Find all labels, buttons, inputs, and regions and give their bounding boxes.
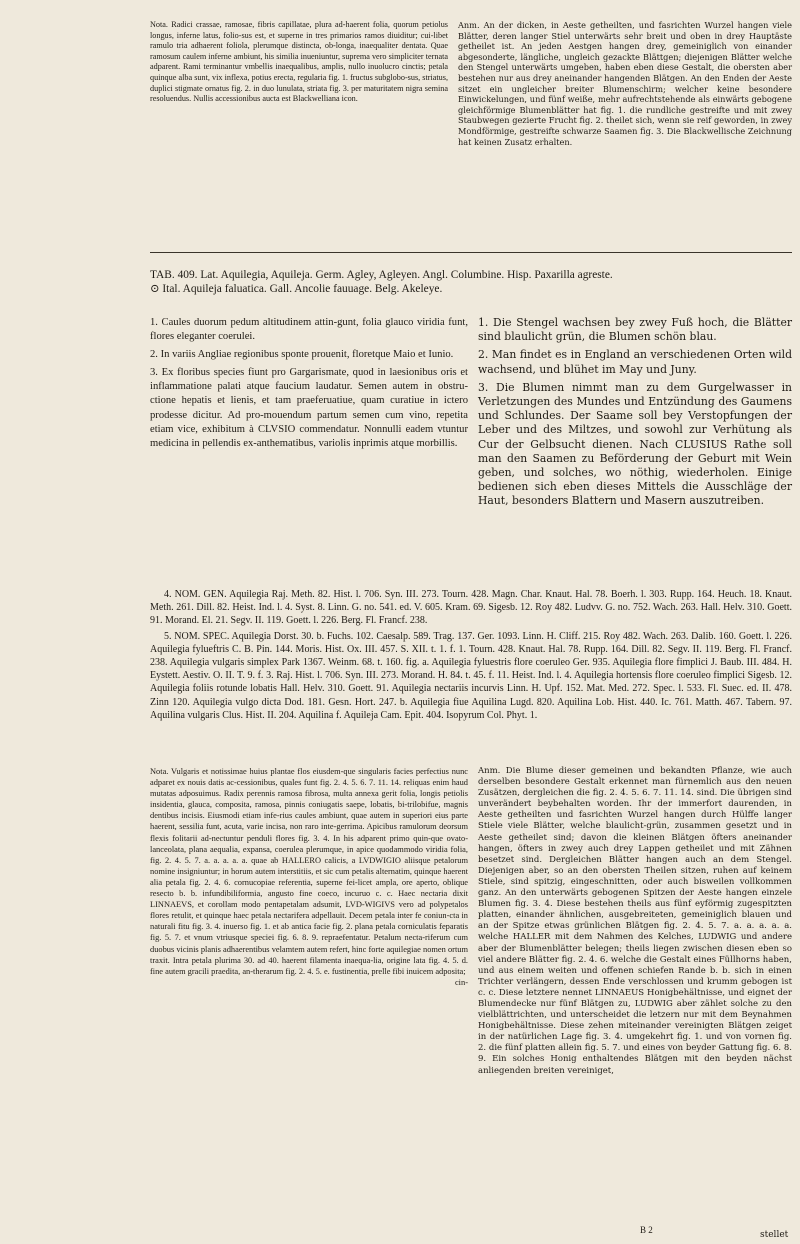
- german-note-bottom: Anm. Die Blume dieser gemeinen und bekandten Pflanze, wie auch derselben besondere Gestalt erkennet man fürnemlich aus den neuen Zusätzen, dergleichen die fig. 2. 4. 5. 6. 7. 11. 14. sind. Die übrigen sind unverändert beybehalten worden. Ihr der immerfort daurenden, in Aeste getheilten und fasrichten Wurzel hangen durch Hülffe langer Stiele viele Blätter, welche blaulicht-grün, zusammen gesetzt und in Aeste getheilet sind; davon die kleinen Blätgen öfters aneinander hangen, öfters in zwey auch drey Lappen getheilet und mit Zähnen besetzet sind. Dergleichen Blätter hangen auch an dem Stengel. Diejenigen aber, so an den obersten Theilen sitzen, ruhen auf keinem Stiele, sind spitzig, eingeschnitten, oder auch bisweilen vollkommen ganz. An den unterwärts gebogenen Spitzen der Aeste hangen einzele Blumen fig. 3. 4. Diese bestehen theils aus fünf eyförmig zugespitzten platten, einander ähnlichen, ausgebreiteten, gemeiniglich blauen und an der Spitze etwas grünlichen Blätgen fig. 2. 4. 5. 7. a. a. a. a. a. welche HALLER mit dem Nahmen des Kelches, LUDWIG und andere aber der Blumenblätter belegen; theils liegen zwischen diesen eben so viel andere Blätter fig. 2. 4. 6. welche die Gestalt eines Füllhorns haben, und aus einem weiten und offenen schiefen Rande b. b. sich in einen Trichter verlängern, dessen Ende verschlossen und krumm gebogen ist c. c. Diese letztere nennet LINNAEUS Honigbehältnisse, und eignet der Blumendecke nur fünf Blätgen zu, LUDWIG aber zählet solche zu den vielblättrichten, und unterscheidet die letzern nur mit dem Beynahmen Honigbehältnisse. Diese zehen miteinander vereinigten Blätgen zeiget in der natürlichen Lage fig. 3. 4. umgekehrt fig. 1. und von vornen fig. 2. die fünf platten allein fig. 5. 7. und eines von beyder Gattung fig. 6. 8. 9. Ein solches Honig enthaltendes Blätgen mit den beyden nächst anliegenden breiten vereiniget,: [478, 766, 792, 1076]
- german-item-1: 1. Die Stengel wachsen bey zwey Fuß hoch, die Blätter sind blaulicht grün, die Blumen schön blau.: [478, 316, 792, 344]
- nomen-genericum: 4. NOM. GEN. Aquilegia Raj. Meth. 82. Hist. l. 706. Syn. III. 273. Tourn. 428. Magn. Char. Knaut. Hal. 78. Boerh. l. 303. Rupp. 164. Heuch. 18. Knaut. Meth. 261. Dill. 82. Heist. Ind. l. 4. Syst. 8. Linn. G. no. 541. ed. V. 605. Kram. 69. Sigesb. 12. Roy 482. Ludvv. G. no. 752. Wach. 263. Hall. Helv. 310. Goett. 91. Morand. El. 21. Segv. II. 119. Goett. l. 226. Berg. Fl. Francf. 238.: [150, 589, 792, 627]
- latin-note-bottom: [150, 766, 468, 988]
- latin-description: [150, 316, 468, 455]
- plate-header-line-1: TAB. 409. Lat. Aquilegia, Aquileja. Germ. Agley, Agleyen. Angl. Columbine. Hisp. Paxarilla agreste.: [150, 269, 613, 281]
- latin-note-bottom-text: Nota. Vulgaris et notissimae huius plantae flos eiusdem-que singularis facies perfectius nunc adparet ex nouis datis ac-cessionibus, quales funt fig. 2. 4. 5. 6. 7. 11. 14. reliquas enim haud mutatas adposuimus. Radix perennis ramosa fibrosa, multa annexa gerit folia, longis petiolis insidentia, glauca, composita, ramosa, pinnis coniugatis saepe, lobatis, bi-trilobifue, magnis dentibus incisis. Eiusmodi etiam infe-rius caules ambiunt, quae autem in superiori eius parte haerent, sessilia funt, acuta, varie incisa, non raro inte-gerrima. Apicibus ramulorum deorsum flexis folitarii ad-nectuntur penduli flores fig. 3. 4. In his adparent primo quin-que ovato-lanceolata, plana aequalia, expansa, coerulea plerumque, in apice quodammodo viridia folia, fig. 2. 4. 5. 7. a. a. a. a. a. quae ab HALLERO calicis, a LVDWIGIO aliisque petalorum nomine insigniuntur; in horum autem interstitiis, et sic cum petalis alternatim, quinque haerent alia petala fig. 2. 4. 6. cornucopiae referentia, superne fei-licet ampla, ore aperto, oblique resecto b. b. infundibiliformia, angusto fine coeco, incuruo c. c. Haec nectaria dixit LINNAEVS, et corollam modo pentapetalam adsumit, LVD-WIGIVS vero ad polypetalos flores retulit, et quinque haec petala nectarifera adpellauit. Decem petala inter fe coniun-cta in naturali fitu fig. 3. 4. inuerso fig. 1. et ab antica facie fig. 2. plana petala corniculatis feparatis fig. 5. 7. et vnum vtriusque speciei fig. 6. 8. 9. repraefentatur. Petalum necta-riferum cum duobus vicinis planis adhaerentibus velamtem autem refert, hinc forte aquilegiae nomen ortum traxit. Intra petala plurima 30. ad 40. haerent filamenta inaequa-lia, origine lata fig. 4. 5. d. fine autem gracili praedita, an-therarum fig. 2. 4. 5. e. fustinentia, prelle fibi inuicem adposita;: [150, 767, 468, 976]
- latin-item-1: 1. Caules duorum pedum altitudinem attin-gunt, folia glauco viridia funt, flores eleganter coerulei.: [150, 317, 468, 343]
- nomenclature-section: [150, 588, 792, 724]
- nomen-specificum: 5. NOM. SPEC. Aquilegia Dorst. 30. b. Fuchs. 102. Caesalp. 589. Trag. 137. Ger. 1093. Linn. H. Cliff. 215. Roy 482. Wach. 263. Dalib. 160. Goett. l. 226. Aquilegia fylueftris C. B. Pin. 144. Moris. Hist. Ox. III. 457. S. XII. t. 1. f. 1. Tourn. 428. Knaut. Hal. 78. Rupp. 164. Dill. 82. Segv. II. 119. Berg. Fl. Francf. 238. Aquilegia vulgaris simplex Park 1367. Weinm. 68. t. 160. fig. a. Aquilegia fyluestris flore coeruleo Ger. 935. Aquilegia flore fimplici J. Baub. III. 484. H. Eystett. Aestiv. O. II. T. 9. f. 3. Raj. Hist. l. 706. Syn. III. 273. Morand. H. 84. t. 45. f. 11. Heist. Ind. l. 4. Aquilegia hortensis flore coeruleo fimplici Sigesb. 12. Aquilegia foliis rotunde lobatis Hall. Helv. 310. Goett. 91. Aquilegia nectariis incurvis Linn. H. Upf. 152. Mat. Med. 272. Spec. l. 533. Fl. Suec. ed. II. 478. Zinn 120. Aquilegia vulgo dicta Dod. 181. Gesn. Hort. 247. b. Aquilegia fiue Aquilina Lugd. 820. Aquilina Lob. Hist. 440. Ic. 761. Matth. 467. Tabern. 97. Aquilina vulgaris Clus. Hist. II. 204. Aquilina f. Aquileja Cam. Epit. 404. Isopyrum Col. Phyt. 1.: [150, 630, 792, 721]
- plate-header: [150, 268, 792, 296]
- german-item-3: 3. Die Blumen nimmt man zu dem Gurgelwasser in Verletzungen des Mundes und Entzündung des Gaumens und Schlundes. Der Saame soll bey Verstopfungen der Leber und des Miltzes, und sowohl zur Verhütung als Cur der Gelbsucht dienen. Nach CLUSIUS Rathe soll man den Saamen zu Beförderung der Geburt mit Wein geben, und solches, wo nöthig, wiederholen. Einige bedienen sich eben dieses Mittels die Ausschläge der Haut, besonders Blattern und Masern auszutreiben.: [478, 380, 792, 508]
- section-divider: [150, 252, 792, 253]
- catchword-right: stellet: [760, 1230, 789, 1240]
- plate-header-line-2: ⊙ Ital. Aquileja faluatica. Gall. Ancolie fauuage. Belg. Akeleye.: [150, 283, 443, 295]
- catchword-left: cin-: [454, 977, 468, 987]
- latin-item-2: 2. In variis Angliae regionibus sponte prouenit, floretque Maio et Iunio.: [150, 349, 454, 361]
- latin-note-top: Nota. Radici crassae, ramosae, fibris capillatae, plura ad-haerent folia, quorum petiolus longus, inferne latus, folio-sus est, et superne in tres primarios ramos diuiditur; cui-libet ramulo tria adhaerent foliola, plerumque distincta, ob-longa, inaequaliter dentata. Quae ramosum caulem inferne ambiunt, his similia inueniuntur, suprema vero simpliciter ternata adparent. Rami terminantur vmbellis inaequalibus, amplis, nullo inuolucro cinctis; petala quinque alba sunt, vix inflexa, potius erecta, regularia fig. 1. fructus subglobo-sus, striatus, duplici stigmate ornatus fig. 2. in duo lunulata, striata fig. 3. per maturitatem nigra semina resoluendus. Nullis accessionibus aucta est Blackwelliana icon.: [150, 20, 448, 104]
- german-item-2: 2. Man findet es in England an verschiedenen Orten wild wachsend, und blühet im May und Juny.: [478, 348, 792, 376]
- german-note-top: Anm. An der dicken, in Aeste getheilten, und fasrichten Wurzel hangen viele Blätter, deren langer Stiel unterwärts sehr breit und oben in drey Hauptäste getheilet ist. An jeden Aestgen hangen drey, gemeiniglich von einander abgesonderte, längliche, ungleich gezackte Blättgen; diejenigen Blätter welche den Stengel unterwärts umgeben, haben eben diese Gestalt, die obersten aber bestehen nur aus drey aneinander hangenden Blätgen. An den Enden der Aeste sitzet ein ungleicher breiter Blumenschirm; welcher keine besondere Einwickelungen, und fünf weiße, mehr aufrechtstehende als einwärts gebogene gleichförmige Blumenblätter hat fig. 1. die rundliche gestreifte und mit zwey Staubwegen gezierte Frucht fig. 2. theilet sich, wenn sie reif geworden, in zwey Mondförmige, gestreifte schwarze Saamen fig. 3. Die Blackwellische Zeichnung hat keinen Zusatz erhalten.: [458, 20, 792, 147]
- german-description: [478, 316, 792, 513]
- latin-item-3: 3. Ex floribus species fiunt pro Gargarismate, quod in laesionibus oris et inflammatione palati atque faucium laudatur. Semen autem in obstru-ctione hepatis et lienis, et tam praeferuatiue, quam curatiue in ictero prodesse dicitur. Ad pro-mouendum partum semen cum vino, repetita etiam vice, exhibitum à CLVSIO commendatur. Nonnulli eadem vtuntur medicina in pellendis ex-anthematibus, variolis inprimis atque morbillis.: [150, 367, 468, 449]
- signature-mark: B 2: [640, 1225, 653, 1235]
